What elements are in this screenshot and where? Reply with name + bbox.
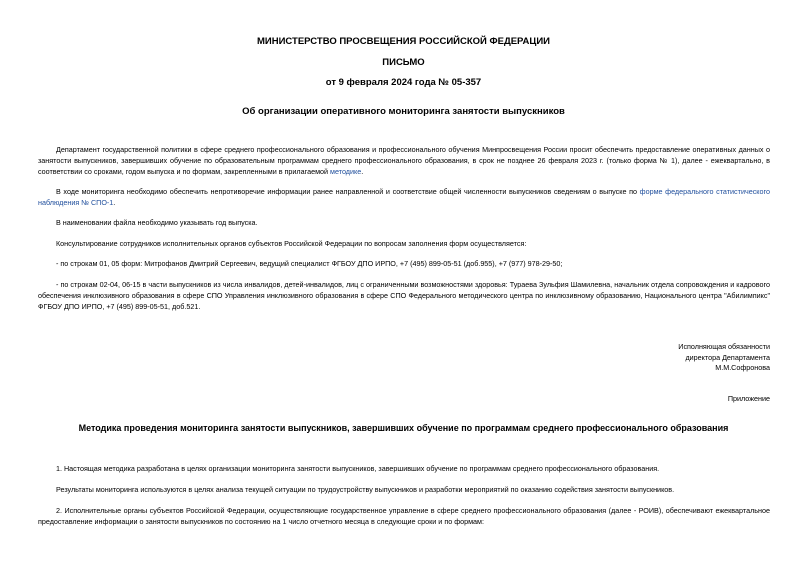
signature-position-1: Исполняющая обязанности — [678, 342, 770, 351]
document-subject: Об организации оперативного мониторинга занятости выпускников — [242, 106, 565, 117]
document-date-number: от 9 февраля 2024 года № 05-357 — [325, 77, 482, 88]
body-paragraph-2: В ходе мониторинга необходимо обеспечить непротиворечие информации ранее направленной и соответствие общей численности выпускников сведениям о выпуске по форме федерального статистического наблюдения № СПО-1. — [38, 187, 770, 207]
signature-name: М.М.Софронова — [715, 363, 770, 372]
body-paragraph-1-text: Департамент государственной политики в сфере среднего профессионального образования и профессионального обучения Минпросвещения России просит обеспечить предоставление оперативных данных о занятости выпускников, завершивших обучение по образовательным программам среднего профессионального образования, в срок не позднее 26 февраля 2023 г. (только форма № 1), далее - ежеквартально, в соответствии со сроками, годом выпуска и по формам, закрепленными в прилагаемой — [38, 145, 770, 176]
body-paragraph-1: Департамент государственной политики в сфере среднего профессионального образования и профессионального обучения Минпросвещения России просит обеспечить предоставление оперативных данных о занятости выпускников, завершивших обучение по образовательным программам среднего профессионального образования, в срок не позднее 26 февраля 2023 г. (только форма № 1), далее - ежеквартально, в соответствии со сроками, годом выпуска и по формам, закрепленными в прилагаемой методике. — [38, 145, 770, 176]
body-paragraph-6: - по строкам 02-04, 06-15 в части выпускников из числа инвалидов, детей-инвалидов, лиц с ограниченными возможностями здоровья: Тураева Зульфия Шамилевна, начальник отдела сопровождения и кадрового обеспечения инклюзивного образования в сфере СПО Управления инклюзивного образования в сфере СПО Федерального методического центра по инклюзивному образованию, Национального центра "Абилимпикс" ФГБОУ ДПО ИРПО, +7 (495) 899-05-51, доб.521. — [38, 280, 770, 311]
appendix-label: Приложение — [727, 394, 770, 403]
body-paragraph-3: В наименовании файла необходимо указывать год выпуска. — [56, 218, 258, 227]
body-paragraph-4: Консультирование сотрудников исполнительных органов субъектов Российской Федерации по вопросам заполнения форм осуществляется: — [56, 239, 527, 248]
ministry-title: МИНИСТЕРСТВО ПРОСВЕЩЕНИЯ РОССИЙСКОЙ ФЕДЕРАЦИИ — [256, 36, 551, 47]
body-paragraph-5: - по строкам 01, 05 форм: Митрофанов Дмитрий Сергеевич, ведущий специалист ФГБОУ ДПО ИРПО, +7 (495) 899-05-51 (доб.955), +7 (977) 978-29-50; — [56, 259, 563, 268]
appendix-paragraph-3: 2. Исполнительные органы субъектов Российской Федерации, осуществляющие государственное управление в сфере среднего профессионального образования (далее - РОИВ), обеспечивают ежеквартальное предоставление информации о занятости выпускников по состоянию на 1 число отчетного месяца в следующие сроки и по формам: — [38, 506, 770, 526]
body-paragraph-2-text: В ходе мониторинга необходимо обеспечить непротиворечие информации ранее направленной и соответствие общей численности выпускников сведениям о выпуске по — [56, 187, 638, 196]
appendix-paragraph-2: Результаты мониторинга используются в целях анализа текущей ситуации по трудоустройству выпускников и разработки мероприятий по оказанию содействия занятости выпускников. — [56, 485, 675, 494]
form-spo1-link[interactable]: форме федерального статистического наблюдения № СПО-1 — [38, 187, 770, 207]
signature-position-2: директора Департамента — [685, 353, 770, 362]
appendix-title: Методика проведения мониторинга занятости выпускников, завершивших обучение по программам среднего профессионального образования — [78, 423, 729, 433]
appendix-paragraph-1: 1. Настоящая методика разработана в целях организации мониторинга занятости выпускников, завершивших обучение по программам среднего профессионального образования. — [56, 464, 660, 473]
methodology-link[interactable]: методике — [330, 167, 362, 176]
document-type: ПИСЬМО — [382, 57, 425, 68]
